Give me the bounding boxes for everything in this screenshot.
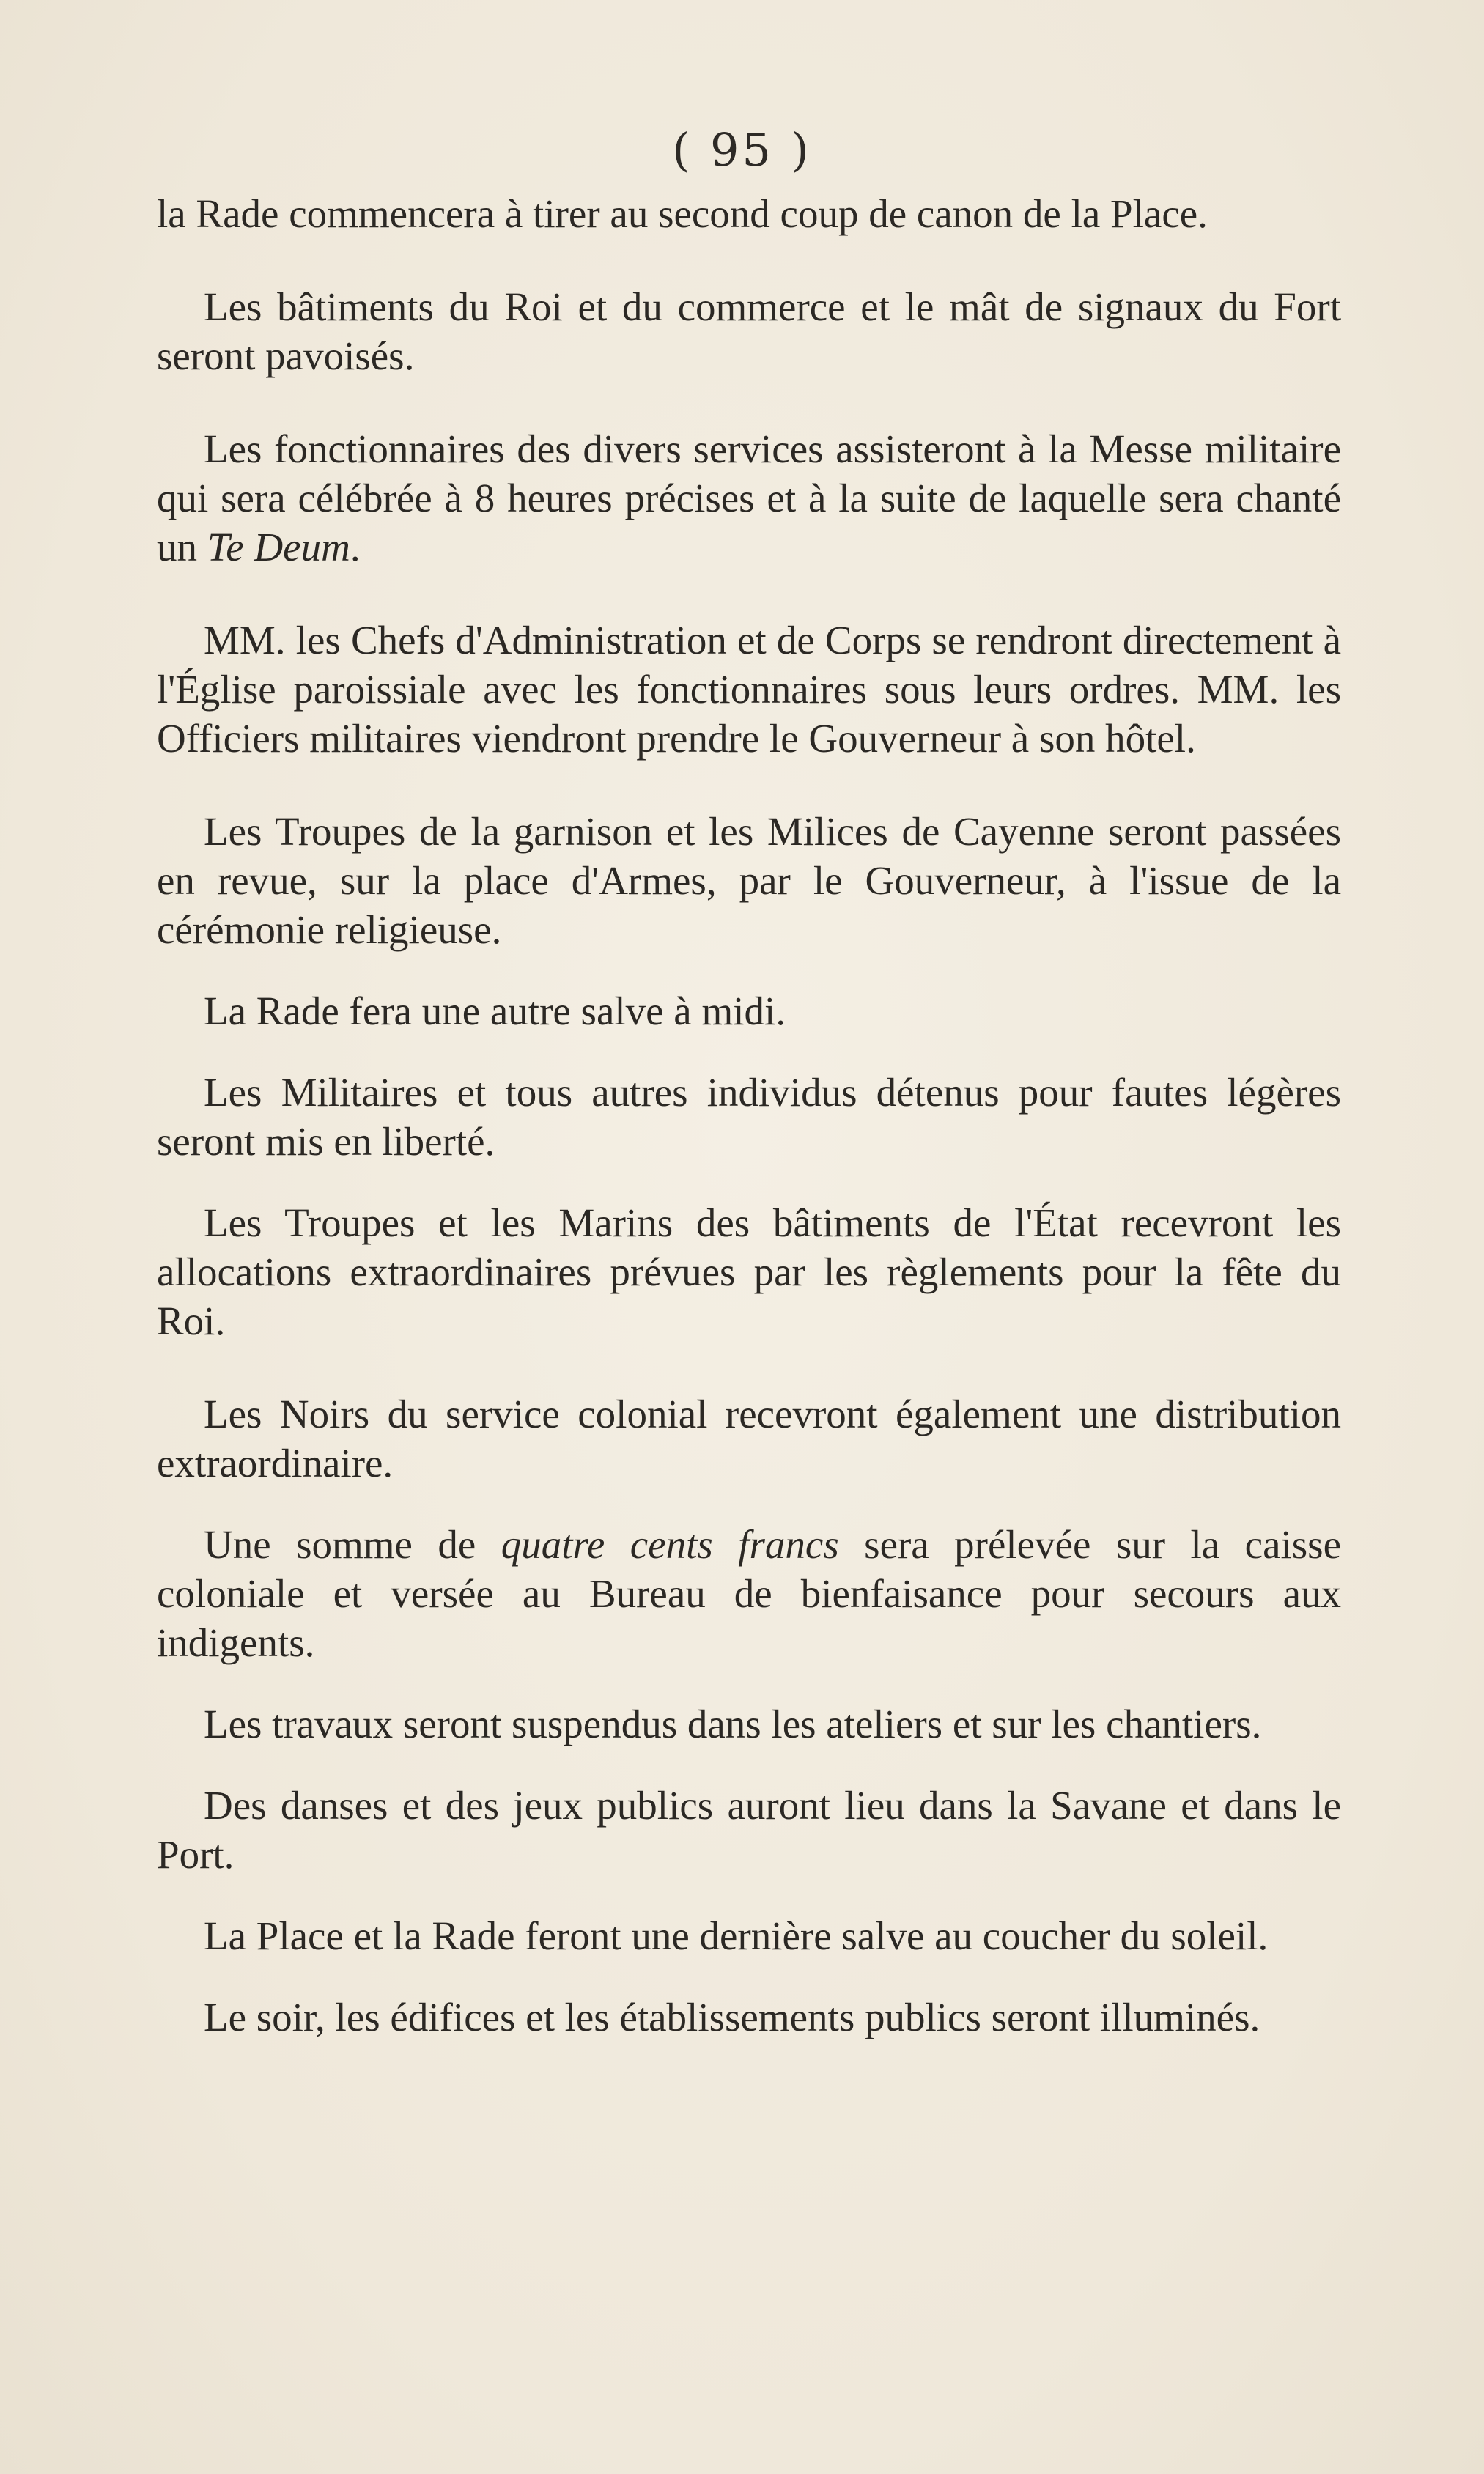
paragraph-continuation: la Rade commencera à tirer au second coup de canon de la Place. — [157, 191, 1208, 236]
quatre-cents-francs-italic: quatre cents francs — [501, 1522, 839, 1567]
paragraph-pavoisement: Les bâtiments du Roi et du commerce et le mât de signaux du Fort seront pavoisés. — [157, 284, 1341, 378]
te-deum-italic: Te Deum — [207, 525, 350, 569]
paragraph-messe — [157, 424, 1341, 572]
paragraph-detenus: Les Militaires et tous autres individus détenus pour fautes légères seront mis en liberté. — [157, 1070, 1341, 1164]
text-body — [157, 189, 1341, 2042]
paragraph-salve-coucher: La Place et la Rade feront une dernière salve au coucher du soleil. — [204, 1913, 1269, 1958]
page-number: ( 95 ) — [672, 123, 812, 177]
paragraph-chefs: MM. les Chefs d'Administration et de Corps se rendront directement à l'Église paroissiale avec les fonctionnaires sous leurs ordres. MM. les Officiers militaires viendront prendre le Gouverneur à son hôtel. — [157, 618, 1341, 761]
paragraph-allocations: Les Troupes et les Marins des bâtiments de l'État recevront les allocations extraordinaires prévues par les règlements pour la fête du Roi. — [157, 1200, 1341, 1343]
paragraph-troupes-revue: Les Troupes de la garnison et les Milices de Cayenne seront passées en revue, sur la place d'Armes, par le Gouverneur, à l'issue de la cérémonie religieuse. — [157, 809, 1341, 952]
paragraph-noirs: Les Noirs du service colonial recevront également une distribution extraordinaire. — [157, 1392, 1341, 1485]
paragraph-somme-text: Une somme de — [204, 1522, 501, 1567]
paragraph-somme-end: sera prélevée sur la caisse coloniale et versée au Bureau de bienfaisance pour secours aux indigents. — [157, 1522, 1341, 1665]
paragraph-messe-text: Les fonctionnaires des divers services assisteront à la Messe militaire qui sera célébrée à 8 heures précises et à la suite de laquelle sera chanté un — [157, 427, 1341, 569]
paragraph-illumination: Le soir, les édifices et les établissements publics seront illuminés. — [204, 1995, 1260, 2039]
paragraph-salve-midi: La Rade fera une autre salve à midi. — [204, 989, 786, 1033]
paragraph-somme — [157, 1520, 1341, 1667]
paragraph-danses: Des danses et des jeux publics auront lieu dans la Savane et dans le Port. — [157, 1783, 1341, 1877]
paragraph-travaux: Les travaux seront suspendus dans les ateliers et sur les chantiers. — [204, 1702, 1262, 1746]
paragraph-messe-end: . — [350, 525, 361, 569]
